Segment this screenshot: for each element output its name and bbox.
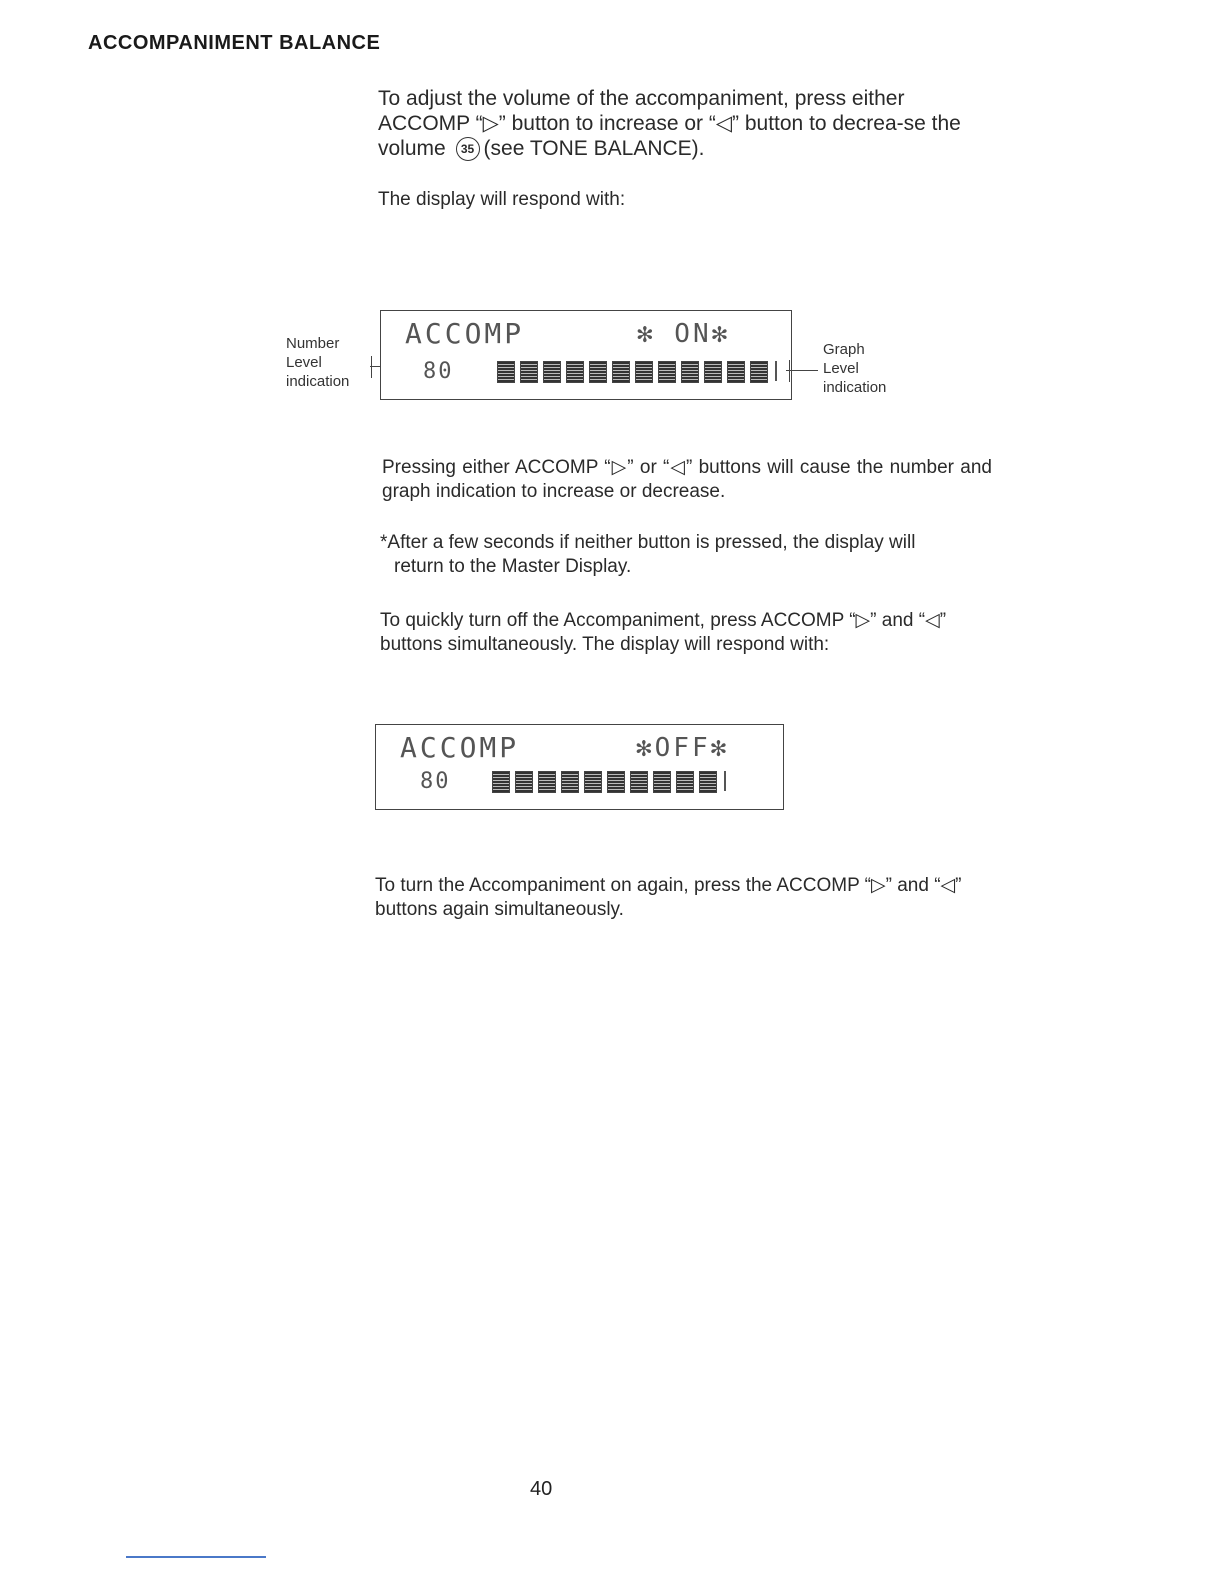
lcd-display-off bbox=[375, 724, 784, 810]
intro-text: To adjust the volume of the accompaniment, press either ACCOMP “▷” button to increase or “◁” button to decrea-se the volume bbox=[378, 87, 961, 160]
label-line: Graph bbox=[823, 341, 865, 358]
note-line: return to the Master Display. bbox=[394, 556, 632, 577]
graph-block bbox=[492, 771, 510, 793]
lcd-graph-level bbox=[492, 771, 726, 793]
pressing-paragraph: Pressing either ACCOMP “▷” or “◁” buttons will cause the number and graph indication to increase or decrease. bbox=[382, 457, 992, 502]
section-heading: ACCOMPANIMENT BALANCE bbox=[88, 32, 381, 54]
graph-block bbox=[750, 361, 768, 383]
graph-block bbox=[589, 361, 607, 383]
graph-block bbox=[520, 361, 538, 383]
graph-block bbox=[543, 361, 561, 383]
lcd-line1: ACCOMP bbox=[405, 317, 525, 350]
graph-block bbox=[699, 771, 717, 793]
graph-block bbox=[566, 361, 584, 383]
label-line: indication bbox=[823, 379, 887, 396]
graph-block bbox=[607, 771, 625, 793]
lcd-number-level: 80 bbox=[423, 359, 454, 384]
label-line: Number bbox=[286, 335, 340, 352]
graph-block bbox=[584, 771, 602, 793]
lcd-display-on bbox=[380, 310, 792, 400]
graph-block bbox=[561, 771, 579, 793]
graph-block bbox=[538, 771, 556, 793]
number-level-label bbox=[286, 334, 349, 391]
leader-tick bbox=[371, 356, 372, 378]
graph-block bbox=[497, 361, 515, 383]
graph-block bbox=[704, 361, 722, 383]
intro-reference-text: (see TONE BALANCE). bbox=[483, 137, 705, 160]
graph-block bbox=[653, 771, 671, 793]
graph-end-mark bbox=[724, 771, 726, 791]
intro-paragraph bbox=[378, 86, 998, 161]
graph-end-mark bbox=[775, 361, 777, 381]
graph-level-label bbox=[823, 340, 886, 397]
graph-block bbox=[630, 771, 648, 793]
graph-block bbox=[681, 361, 699, 383]
lcd-status: ✻ ON✻ bbox=[637, 319, 731, 349]
quick-off-paragraph: To quickly turn off the Accompaniment, press ACCOMP “▷” and “◁” buttons simultaneously. The display will respond with: bbox=[380, 610, 947, 655]
label-line: Level bbox=[823, 360, 859, 377]
label-line: indication bbox=[286, 373, 350, 390]
leader-tick bbox=[789, 360, 790, 382]
lcd-number-level: 80 bbox=[420, 769, 451, 794]
graph-block bbox=[635, 361, 653, 383]
lcd-status: ✻OFF✻ bbox=[636, 733, 730, 763]
reference-number-badge: 35 bbox=[456, 137, 480, 161]
lcd-line1: ACCOMP bbox=[400, 731, 520, 764]
footer-rule bbox=[126, 1556, 266, 1558]
turn-on-paragraph: To turn the Accompaniment on again, press the ACCOMP “▷” and “◁” buttons again simultaneously. bbox=[375, 875, 962, 920]
leader-line bbox=[786, 370, 818, 371]
lcd-graph-level bbox=[497, 361, 777, 383]
note-line: *After a few seconds if neither button is pressed, the display will bbox=[380, 532, 916, 553]
graph-block bbox=[515, 771, 533, 793]
graph-block bbox=[612, 361, 630, 383]
graph-block bbox=[676, 771, 694, 793]
page-number: 40 bbox=[530, 1478, 553, 1500]
display-respond-text: The display will respond with: bbox=[378, 189, 626, 210]
note-paragraph bbox=[380, 531, 992, 579]
graph-block bbox=[727, 361, 745, 383]
graph-block bbox=[658, 361, 676, 383]
label-line: Level bbox=[286, 354, 322, 371]
